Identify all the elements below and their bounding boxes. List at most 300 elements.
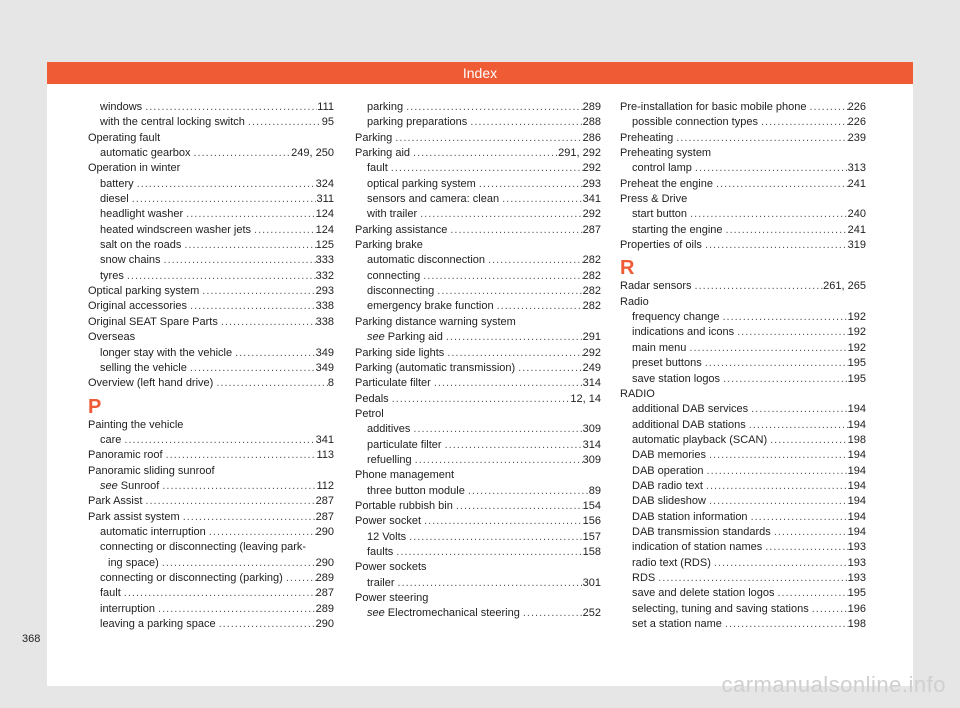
index-entry (355, 361, 601, 376)
entry-term: faults (367, 545, 394, 558)
index-subentry (620, 602, 866, 617)
index-column-2 (355, 100, 601, 622)
dot-leader (702, 356, 848, 371)
index-subentry (88, 479, 334, 494)
entry-page-ref[interactable]: 292 (582, 346, 601, 359)
index-subentry (355, 161, 601, 176)
dot-leader (187, 299, 316, 314)
index-subentry (355, 177, 601, 192)
entry-page-ref[interactable]: 292 (582, 162, 601, 175)
entry-term: Parking distance warning system (355, 315, 516, 328)
entry-term: indications and icons (632, 326, 735, 339)
entry-term: connecting or disconnecting (leaving park- (100, 541, 307, 554)
entry-page-ref[interactable]: 341 (582, 193, 601, 206)
entry-term: see Sunroof (100, 479, 160, 492)
dot-leader (673, 131, 847, 146)
index-entry (355, 407, 601, 422)
entry-page-ref[interactable]: 287 (315, 495, 334, 508)
entry-page-ref[interactable]: 193 (847, 541, 866, 554)
entry-term: battery (100, 177, 134, 190)
entry-page-ref[interactable]: 301 (582, 576, 601, 589)
dot-leader (476, 177, 583, 192)
index-subentry (620, 223, 866, 238)
dot-leader (775, 586, 848, 601)
index-subentry (355, 484, 601, 499)
entry-term: tyres (100, 269, 124, 282)
index-subentry (620, 494, 866, 509)
entry-term: interruption (100, 602, 156, 615)
dot-leader (181, 238, 315, 253)
entry-term: care (100, 433, 122, 446)
entry-term: optical parking system (367, 177, 476, 190)
index-entry (88, 376, 334, 391)
dot-leader (392, 131, 582, 146)
index-subentry (88, 115, 334, 130)
dot-leader (748, 510, 848, 525)
entry-term: automatic gearbox (100, 147, 191, 160)
index-entry (355, 560, 601, 575)
entry-term: Power socket (355, 515, 422, 528)
entry-page-ref[interactable]: 349 (315, 361, 334, 374)
index-entry (88, 448, 334, 463)
entry-page-ref[interactable]: 195 (847, 357, 866, 370)
index-subentry (620, 341, 866, 356)
entry-page-ref[interactable]: 193 (847, 556, 866, 569)
entry-term: Pre-installation for basic mobile phone (620, 101, 807, 113)
entry-page-ref[interactable]: 111 (317, 101, 334, 113)
index-subentry (355, 330, 601, 345)
dot-leader (746, 418, 848, 433)
index-subentry (620, 325, 866, 340)
dot-leader (520, 606, 583, 621)
entry-term: Parking (automatic transmission) (355, 361, 516, 374)
entry-term: leaving a parking space (100, 618, 216, 630)
section-letter: R (620, 257, 635, 280)
entry-page-ref[interactable]: 198 (847, 433, 866, 446)
index-subentry (620, 356, 866, 371)
entry-page-ref[interactable]: 124 (315, 223, 334, 236)
dot-leader (393, 545, 582, 560)
entry-term: Preheating system (620, 147, 712, 160)
entry-page-ref[interactable]: 282 (582, 269, 601, 282)
entry-term: starting the engine (632, 223, 723, 236)
entry-page-ref[interactable]: 341 (315, 433, 334, 446)
entry-page-ref[interactable]: 125 (315, 239, 334, 252)
dot-leader (410, 422, 582, 437)
index-subentry (620, 571, 866, 586)
dot-leader (129, 192, 317, 207)
index-subentry (88, 525, 334, 540)
index-entry (88, 284, 334, 299)
entry-page-ref[interactable]: 289 (582, 101, 601, 113)
index-subentry (88, 238, 334, 253)
dot-leader (410, 146, 558, 161)
entry-page-ref[interactable]: 338 (315, 300, 334, 313)
entry-page-ref[interactable]: 289 (315, 571, 334, 584)
entry-term: set a station name (632, 618, 722, 630)
entry-term: snow chains (100, 254, 161, 267)
dot-leader (692, 279, 824, 294)
dot-leader (134, 177, 316, 192)
entry-page-ref[interactable]: 192 (847, 341, 866, 354)
index-subentry (355, 530, 601, 545)
index-subentry (88, 433, 334, 448)
entry-term: Park assist system (88, 510, 180, 523)
index-subentry (355, 438, 601, 453)
entry-page-ref[interactable]: 194 (847, 403, 866, 416)
dot-leader (447, 223, 582, 238)
dot-leader (216, 617, 316, 632)
entry-page-ref[interactable]: 192 (847, 311, 866, 324)
index-subentry (88, 100, 334, 115)
entry-term: RDS (632, 571, 656, 584)
index-entry (620, 100, 866, 115)
entry-page-ref[interactable]: 193 (847, 571, 866, 584)
dot-leader (443, 330, 583, 345)
index-entry (355, 499, 601, 514)
index-subentry (355, 207, 601, 222)
entry-page-ref[interactable]: 286 (582, 131, 601, 144)
index-subentry (620, 586, 866, 601)
entry-page-ref[interactable]: 241 (847, 223, 866, 236)
index-subentry (620, 310, 866, 325)
entry-term: with the central locking switch (100, 116, 245, 129)
dot-leader (692, 161, 848, 176)
entry-page-ref[interactable]: 95 (321, 116, 334, 129)
index-subentry (355, 100, 601, 115)
entry-term: with trailer (367, 208, 418, 221)
dot-leader (421, 514, 583, 529)
entry-page-ref[interactable]: 195 (847, 587, 866, 600)
entry-page-ref[interactable]: 290 (315, 525, 334, 538)
dot-leader (389, 392, 571, 407)
entry-term: selling the vehicle (100, 361, 187, 374)
entry-page-ref[interactable]: 293 (582, 177, 601, 190)
entry-term: frequency change (632, 311, 720, 324)
index-entry (620, 279, 866, 294)
index-subentry (620, 418, 866, 433)
entry-page-ref[interactable]: 195 (847, 372, 866, 385)
entry-page-ref[interactable]: 287 (315, 587, 334, 600)
dot-leader (706, 448, 848, 463)
entry-term: fault (100, 587, 121, 600)
dot-leader (206, 525, 316, 540)
entry-page-ref[interactable]: 309 (582, 453, 601, 466)
dot-leader (702, 238, 848, 253)
dot-leader (155, 602, 316, 617)
dot-leader (395, 576, 583, 591)
dot-leader (748, 402, 847, 417)
dot-leader (388, 161, 583, 176)
entry-page-ref[interactable]: 194 (847, 418, 866, 431)
entry-page-ref[interactable]: 194 (847, 510, 866, 523)
entry-page-ref[interactable]: 309 (582, 423, 601, 436)
entry-page-ref[interactable]: 313 (847, 162, 866, 175)
index-entry (88, 494, 334, 509)
entry-page-ref[interactable]: 292 (582, 208, 601, 221)
entry-page-ref[interactable]: 194 (847, 464, 866, 477)
dot-leader (465, 484, 589, 499)
dot-leader (722, 617, 848, 632)
entry-term: start button (632, 208, 688, 221)
page-header (47, 62, 913, 84)
index-column-1 (88, 100, 334, 632)
entry-term: Particulate filter (355, 377, 431, 390)
entry-page-ref[interactable]: 290 (315, 618, 334, 630)
entry-page-ref[interactable]: 198 (847, 618, 866, 630)
dot-leader (434, 284, 582, 299)
entry-page-ref[interactable]: 291 (582, 331, 601, 344)
entry-term: automatic playback (SCAN) (632, 433, 768, 446)
index-entry (620, 238, 866, 253)
entry-page-ref[interactable]: 314 (582, 377, 601, 390)
entry-page-ref[interactable]: 196 (847, 602, 866, 615)
index-entry (355, 376, 601, 391)
entry-page-ref[interactable]: 261, 265 (823, 280, 866, 293)
dot-leader (734, 325, 848, 340)
entry-term: Preheating (620, 131, 674, 144)
entry-term: Preheat the engine (620, 177, 713, 190)
dot-leader (218, 315, 316, 330)
entry-page-ref[interactable]: 349 (315, 346, 334, 359)
entry-term: Original accessories (88, 300, 188, 313)
entry-page-ref[interactable]: 194 (847, 479, 866, 492)
dot-leader (711, 556, 848, 571)
dot-leader (453, 499, 583, 514)
entry-term: Phone management (355, 469, 455, 482)
dot-leader (417, 207, 583, 222)
index-subentry (355, 422, 601, 437)
index-entry (88, 315, 334, 330)
index-subentry (620, 115, 866, 130)
index-subentry (88, 361, 334, 376)
dot-leader (723, 223, 848, 238)
entry-page-ref[interactable]: 332 (315, 269, 334, 282)
dot-leader (124, 269, 316, 284)
entry-term: ing space) (108, 556, 159, 569)
index-entry (355, 591, 601, 606)
index-subentry (620, 448, 866, 463)
index-entry (88, 418, 334, 433)
entry-page-ref[interactable]: 324 (315, 177, 334, 190)
entry-term: Portable rubbish bin (355, 499, 453, 512)
dot-leader (807, 100, 848, 115)
entry-term: radio text (RDS) (632, 556, 711, 569)
dot-leader (762, 540, 847, 555)
index-entry (355, 315, 601, 330)
entry-term: see Parking aid (367, 331, 443, 344)
index-subentry (355, 576, 601, 591)
entry-term: Radio (620, 295, 649, 308)
entry-term: refuelling (367, 453, 412, 466)
entry-page-ref[interactable]: 282 (582, 254, 601, 267)
entry-term: Overseas (88, 331, 136, 344)
index-subentry (88, 192, 334, 207)
dot-leader (180, 510, 316, 525)
entry-page-ref[interactable]: 89 (588, 484, 601, 497)
dot-leader (494, 299, 583, 314)
dot-leader (161, 253, 316, 268)
entry-term: additional DAB stations (632, 418, 746, 431)
entry-term: main menu (632, 341, 687, 354)
entry-page-ref[interactable]: 157 (582, 530, 601, 543)
entry-term: Parking assistance (355, 223, 448, 236)
entry-term: Pedals (355, 392, 389, 405)
entry-term: Overview (left hand drive) (88, 377, 214, 390)
index-entry (355, 223, 601, 238)
entry-term: DAB station information (632, 510, 748, 523)
dot-leader (687, 207, 848, 222)
entry-term: DAB radio text (632, 479, 703, 492)
entry-term: Power steering (355, 592, 429, 604)
dot-leader (713, 177, 848, 192)
index-subentry (620, 402, 866, 417)
dot-leader (213, 376, 328, 391)
index-entry (88, 510, 334, 525)
entry-page-ref[interactable]: 311 (316, 193, 334, 206)
dot-leader (121, 586, 316, 601)
entry-page-ref[interactable]: 249 (582, 361, 601, 374)
entry-term: sensors and camera: clean (367, 193, 500, 206)
entry-term: 12 Volts (367, 530, 407, 543)
dot-leader (420, 269, 582, 284)
dot-leader (809, 602, 848, 617)
entry-term: control lamp (632, 162, 692, 175)
index-subentry (355, 453, 601, 468)
index-entry (355, 468, 601, 483)
entry-page-ref[interactable]: 226 (847, 101, 866, 113)
entry-page-ref[interactable]: 158 (582, 545, 601, 558)
entry-term: Panoramic sliding sunroof (88, 464, 215, 477)
entry-page-ref[interactable]: 338 (315, 315, 334, 328)
index-subentry (88, 602, 334, 617)
index-entry (88, 131, 334, 146)
entry-term: additional DAB services (632, 403, 749, 416)
dot-leader (406, 530, 583, 545)
entry-term: parking preparations (367, 116, 468, 129)
entry-page-ref[interactable]: 314 (582, 438, 601, 451)
entry-term: Radar sensors (620, 280, 692, 293)
index-entry (620, 192, 866, 207)
entry-page-ref[interactable]: 8 (327, 377, 334, 390)
entry-page-ref[interactable]: 113 (316, 449, 334, 462)
entry-page-ref[interactable]: 287 (582, 223, 601, 236)
entry-page-ref[interactable]: 293 (315, 285, 334, 298)
entry-page-ref[interactable]: 287 (315, 510, 334, 523)
entry-page-ref[interactable]: 124 (315, 208, 334, 221)
entry-term: Power sockets (355, 561, 427, 574)
entry-page-ref[interactable]: 156 (582, 515, 601, 528)
entry-page-ref[interactable]: 226 (847, 116, 866, 129)
dot-leader (412, 453, 583, 468)
index-subentry (88, 556, 334, 571)
entry-page-ref[interactable]: 291, 292 (558, 147, 601, 160)
dot-leader (121, 433, 315, 448)
entry-page-ref[interactable]: 282 (582, 285, 601, 298)
entry-term: disconnecting (367, 285, 435, 298)
entry-page-ref[interactable]: 194 (847, 495, 866, 508)
dot-leader (187, 361, 316, 376)
index-entry (88, 464, 334, 479)
dot-leader (431, 376, 583, 391)
index-entry (355, 238, 601, 253)
index-entry (355, 514, 601, 529)
entry-term: RADIO (620, 387, 655, 400)
entry-page-ref[interactable]: 290 (315, 556, 334, 569)
dot-leader (485, 253, 583, 268)
entry-page-ref[interactable]: 249, 250 (291, 147, 334, 160)
entry-term: fault (367, 162, 388, 175)
entry-term: connecting or disconnecting (parking) (100, 571, 283, 584)
entry-term: windows (100, 101, 143, 113)
entry-term: additives (367, 423, 411, 436)
index-subentry (88, 253, 334, 268)
entry-page-ref[interactable]: 112 (316, 479, 334, 492)
entry-page-ref[interactable]: 194 (847, 449, 866, 462)
entry-term: Panoramic roof (88, 449, 163, 462)
index-subentry (88, 269, 334, 284)
index-entry (620, 177, 866, 192)
dot-leader (703, 479, 848, 494)
entry-page-ref[interactable]: 239 (847, 131, 866, 144)
entry-page-ref[interactable]: 12, 14 (570, 392, 601, 405)
entry-page-ref[interactable]: 194 (847, 525, 866, 538)
entry-term: Operating fault (88, 131, 161, 144)
entry-term: see Electromechanical steering (367, 607, 520, 620)
entry-page-ref[interactable]: 288 (582, 116, 601, 129)
entry-term: Park Assist (88, 495, 143, 508)
entry-term: Painting the vehicle (88, 418, 184, 431)
index-entry (355, 392, 601, 407)
entry-term: Press & Drive (620, 193, 688, 206)
dot-leader (191, 146, 292, 161)
index-subentry (620, 525, 866, 540)
entry-term: preset buttons (632, 357, 702, 370)
entry-page-ref[interactable]: 154 (582, 499, 601, 512)
entry-page-ref[interactable]: 282 (582, 300, 601, 313)
index-subentry (88, 223, 334, 238)
entry-term: emergency brake function (367, 300, 494, 313)
index-subentry (620, 207, 866, 222)
index-subentry (88, 571, 334, 586)
index-subentry (88, 146, 334, 161)
dot-leader (719, 310, 847, 325)
entry-page-ref[interactable]: 319 (847, 239, 866, 252)
entry-term: indication of station names (632, 541, 763, 554)
entry-term: Original SEAT Spare Parts (88, 315, 218, 328)
index-entry (620, 295, 866, 310)
entry-page-ref[interactable]: 241 (847, 177, 866, 190)
entry-term: Properties of oils (620, 239, 702, 252)
entry-page-ref[interactable]: 240 (847, 208, 866, 221)
entry-page-ref[interactable]: 333 (315, 254, 334, 267)
entry-term: three button module (367, 484, 465, 497)
index-entry (620, 131, 866, 146)
entry-page-ref[interactable]: 289 (315, 602, 334, 615)
dot-leader (245, 115, 322, 130)
index-subentry (355, 545, 601, 560)
section-letter: P (88, 395, 102, 418)
index-subentry (620, 464, 866, 479)
entry-term: Parking side lights (355, 346, 445, 359)
dot-leader (159, 556, 316, 571)
entry-page-ref[interactable]: 192 (847, 326, 866, 339)
dot-leader (163, 448, 317, 463)
dot-leader (283, 571, 316, 586)
index-subentry (620, 161, 866, 176)
entry-page-ref[interactable]: 252 (582, 607, 601, 620)
dot-leader (183, 207, 315, 222)
